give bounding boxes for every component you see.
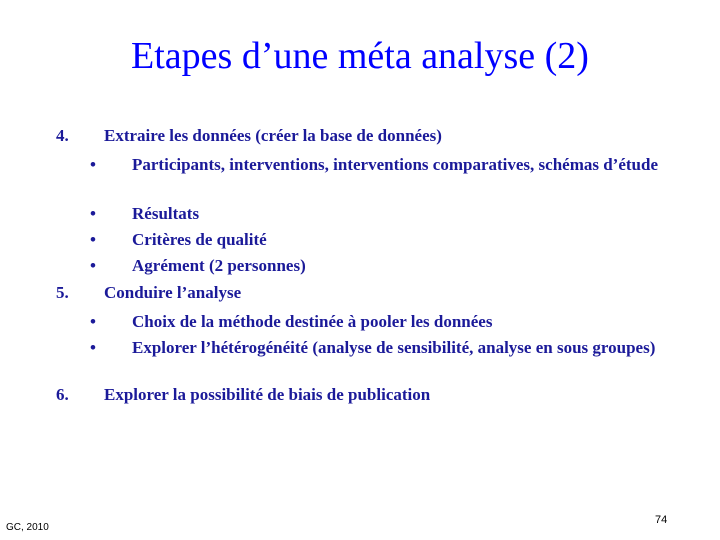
item-number: 6. <box>56 385 69 404</box>
sub-item: Participants, interventions, interventions comparatives, schémas d’étude <box>132 155 659 174</box>
item-text: Extraire les données (créer la base de données) <box>104 126 442 145</box>
sub-item: Explorer l’hétérogénéité (analyse de sensibilité, analyse en sous groupes) <box>132 338 656 357</box>
sub-item: Choix de la méthode destinée à pooler les données <box>132 312 493 331</box>
item-text: Explorer la possibilité de biais de publication <box>104 385 431 404</box>
item-number: 4. <box>56 126 69 145</box>
slide-title: Etapes d’une méta analyse (2) <box>131 35 589 77</box>
bullet-glyph: • <box>90 230 96 249</box>
footer-author: GC, 2010 <box>6 522 49 533</box>
bullet-glyph: • <box>90 155 96 174</box>
bullet-glyph: • <box>90 338 96 357</box>
sub-item: Critères de qualité <box>132 230 267 249</box>
bullet-glyph: • <box>90 204 96 223</box>
item-text: Conduire l’analyse <box>104 283 242 302</box>
bullet-glyph: • <box>90 256 96 275</box>
sub-item: Agrément (2 personnes) <box>132 256 306 275</box>
item-number: 5. <box>56 283 69 302</box>
sub-item: Résultats <box>132 204 200 223</box>
bullet-glyph: • <box>90 312 96 331</box>
page-number: 74 <box>655 514 668 526</box>
